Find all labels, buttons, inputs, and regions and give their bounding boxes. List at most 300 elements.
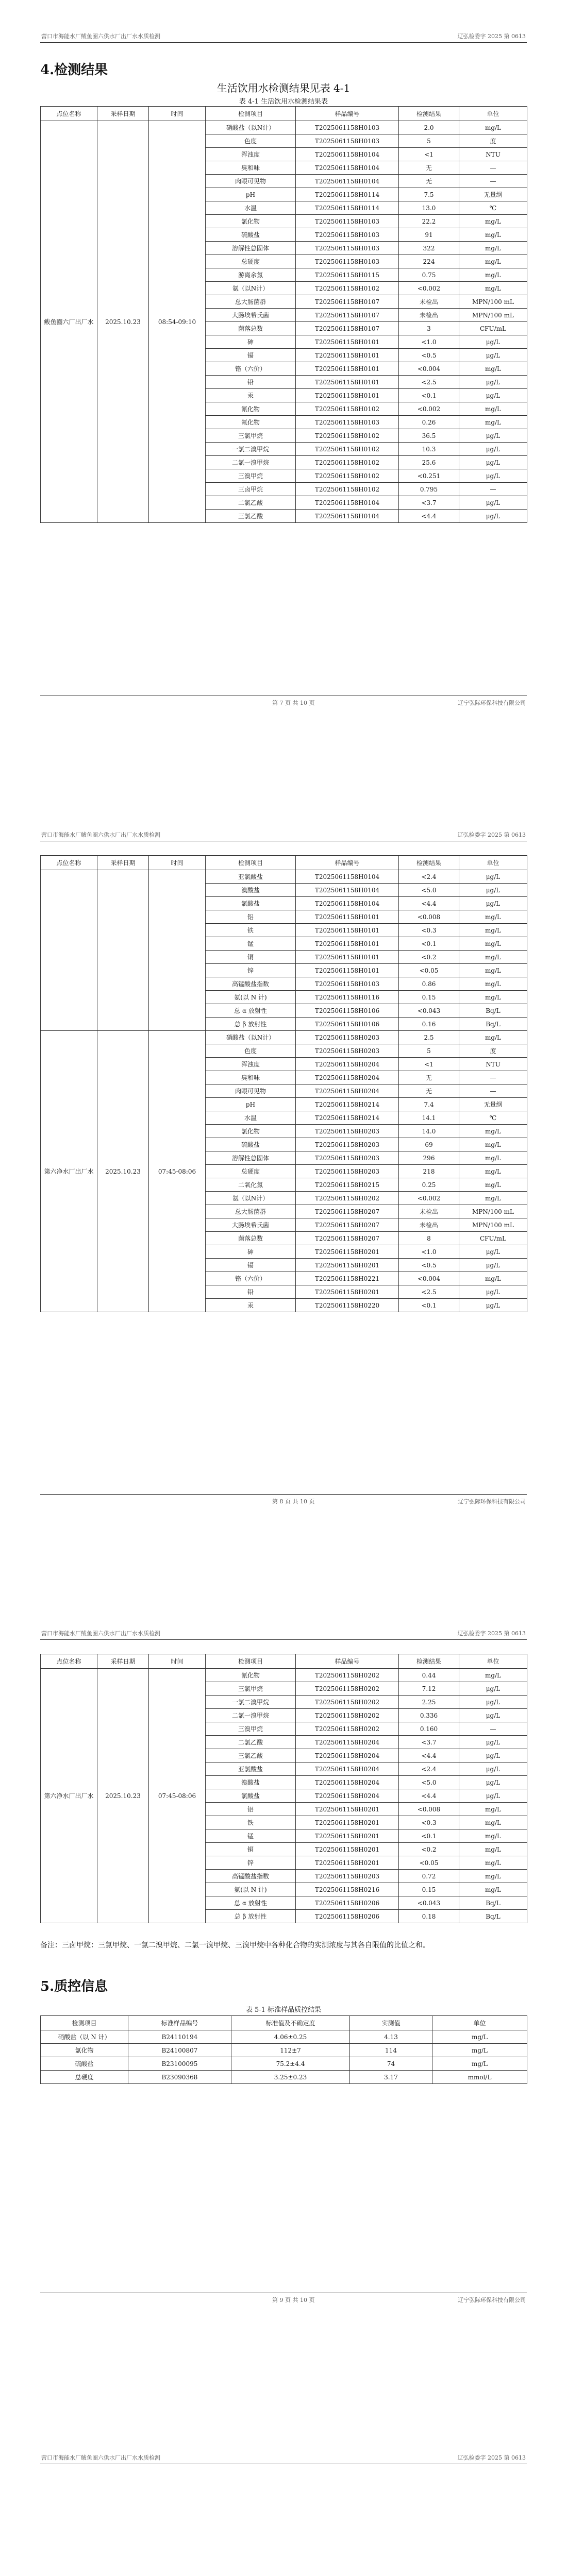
test-item: 氰化物 <box>206 1669 296 1682</box>
sample-id: T2025061158H0221 <box>296 1272 399 1285</box>
sample-id: T2025061158H0204 <box>296 1071 399 1084</box>
table-row <box>41 2030 527 2044</box>
test-item: 硝酸盐（以 N 计） <box>41 2030 128 2044</box>
sample-id: T2025061158H0202 <box>296 1696 399 1709</box>
remark-note: 备注：三卤甲烷：三氯甲烷、一氯二溴甲烷、二氯一溴甲烷、三溴甲烷中各种化合物的实测浓度与其各自限值的比值之和。 <box>40 1941 430 1950</box>
sample-id: T2025061158H0106 <box>296 1004 399 1018</box>
test-result: <4.4 <box>399 1789 459 1803</box>
table-header-row <box>41 1654 527 1669</box>
unit: mg/L <box>432 2057 527 2071</box>
test-result: 2.5 <box>399 1031 459 1044</box>
unit: mg/L <box>459 1165 527 1178</box>
test-item: pH <box>206 1098 296 1111</box>
unit: Bq/L <box>459 1018 527 1031</box>
column-header: 样品编号 <box>296 856 399 870</box>
test-item: 三氯乙酸 <box>206 1749 296 1762</box>
unit: μg/L <box>459 335 527 349</box>
test-item: 镉 <box>206 349 296 362</box>
unit: μg/L <box>459 1709 527 1722</box>
sampling-time: 07:45-08:06 <box>149 1669 206 1923</box>
standard-sample-id: B23100095 <box>128 2057 231 2071</box>
test-item: 肉眼可见物 <box>206 175 296 188</box>
test-result: <1 <box>399 1058 459 1071</box>
test-result: 0.18 <box>399 1910 459 1923</box>
footer-page-number: 第 9 页 共 10 页 <box>272 2297 315 2303</box>
standard-sample-id: B23090368 <box>128 2071 231 2084</box>
header-left: 营口市海能水厂鲅鱼圈六供水厂出厂水水质检测 <box>41 832 160 838</box>
unit: μg/L <box>459 510 527 523</box>
test-result: 224 <box>399 255 459 268</box>
sample-id: T2025061158H0201 <box>296 1285 399 1299</box>
sample-id: T2025061158H0202 <box>296 1682 399 1696</box>
test-item: 氯化物 <box>206 215 296 228</box>
unit: 度 <box>459 1044 527 1058</box>
results-table <box>40 1654 527 1923</box>
test-result: 69 <box>399 1138 459 1151</box>
unit: μg/L <box>459 1299 527 1312</box>
test-result: <0.008 <box>399 1803 459 1816</box>
test-item: 铜 <box>206 951 296 964</box>
test-item: 色度 <box>206 134 296 148</box>
column-header: 点位名称 <box>41 107 97 121</box>
unit: μg/L <box>459 376 527 389</box>
unit: μg/L <box>459 456 527 469</box>
test-item: 三溴甲烷 <box>206 469 296 483</box>
unit: mg/L <box>459 1870 527 1883</box>
unit: ℃ <box>459 1111 527 1125</box>
test-item: 铝 <box>206 1803 296 1816</box>
test-result: 无 <box>399 175 459 188</box>
unit: mg/L <box>459 1816 527 1829</box>
test-result: <0.3 <box>399 1816 459 1829</box>
sample-id: T2025061158H0116 <box>296 991 399 1004</box>
sample-id: T2025061158H0103 <box>296 134 399 148</box>
footer-org: 辽宁弘际环保科技有限公司 <box>458 1498 526 1505</box>
header-left: 营口市海能水厂鲅鱼圈六供水厂出厂水水质检测 <box>41 2454 160 2461</box>
unit: mg/L <box>459 991 527 1004</box>
report-page-8 <box>0 799 567 1546</box>
unit: mg/L <box>459 1883 527 1896</box>
test-result: <0.004 <box>399 362 459 376</box>
test-item: pH <box>206 188 296 201</box>
sample-id: T2025061158H0107 <box>296 309 399 322</box>
test-item: 铬（六价） <box>206 1272 296 1285</box>
test-result: <2.4 <box>399 1762 459 1776</box>
test-item: 硝酸盐（以N计） <box>206 121 296 134</box>
test-item: 一氯二溴甲烷 <box>206 1696 296 1709</box>
test-item: 总 α 放射性 <box>206 1004 296 1018</box>
sample-id: T2025061158H0204 <box>296 1789 399 1803</box>
unit: μg/L <box>459 870 527 884</box>
sample-id: T2025061158H0104 <box>296 897 399 910</box>
test-item: 三氯甲烷 <box>206 1682 296 1696</box>
test-item: 铝 <box>206 910 296 924</box>
unit: 无量纲 <box>459 188 527 201</box>
test-item: 二氯一溴甲烷 <box>206 1709 296 1722</box>
test-result: <0.251 <box>399 469 459 483</box>
test-result: <2.5 <box>399 1285 459 1299</box>
test-result: <1.0 <box>399 1245 459 1259</box>
test-result: <0.043 <box>399 1896 459 1910</box>
test-result: 0.72 <box>399 1870 459 1883</box>
sample-id: T2025061158H0204 <box>296 1736 399 1749</box>
column-header: 时间 <box>149 856 206 870</box>
test-item: 氯化物 <box>206 1125 296 1138</box>
unit: μg/L <box>459 443 527 456</box>
test-result: <0.043 <box>399 1004 459 1018</box>
test-item: 总硬度 <box>206 255 296 268</box>
test-result: 无 <box>399 161 459 175</box>
sample-id: T2025061158H0104 <box>296 161 399 175</box>
test-item: 三氯甲烷 <box>206 429 296 443</box>
sample-id: T2025061158H0204 <box>296 1084 399 1098</box>
unit: μg/L <box>459 1696 527 1709</box>
section-4-title: 4.检测结果 <box>40 62 108 78</box>
sample-id: T2025061158H0102 <box>296 483 399 496</box>
unit: mg/L <box>459 402 527 416</box>
header-left: 营口市海能水厂鲅鱼圈六供水厂出厂水水质检测 <box>41 1630 160 1637</box>
standard-value: 3.25±0.23 <box>231 2071 350 2084</box>
unit: μg/L <box>459 469 527 483</box>
test-result: 218 <box>399 1165 459 1178</box>
sample-id: T2025061158H0102 <box>296 429 399 443</box>
unit: mg/L <box>459 1843 527 1856</box>
test-item: 高锰酸盐指数 <box>206 977 296 991</box>
unit: μg/L <box>459 1736 527 1749</box>
unit: Bq/L <box>459 1004 527 1018</box>
sample-id: T2025061158H0114 <box>296 188 399 201</box>
unit: mg/L <box>459 937 527 951</box>
test-item: 汞 <box>206 389 296 402</box>
test-result: 10.3 <box>399 443 459 456</box>
unit: mg/L <box>459 910 527 924</box>
column-header: 检测项目 <box>206 856 296 870</box>
section-5-title: 5.质控信息 <box>40 1979 108 1994</box>
unit: μg/L <box>459 389 527 402</box>
test-item: 水温 <box>206 1111 296 1125</box>
unit: mg/L <box>432 2044 527 2057</box>
test-result: 3 <box>399 322 459 335</box>
test-item: 菌落总数 <box>206 322 296 335</box>
sample-id: T2025061158H0103 <box>296 121 399 134</box>
unit: mg/L <box>459 255 527 268</box>
test-result: <0.1 <box>399 389 459 402</box>
test-item: 总硬度 <box>206 1165 296 1178</box>
test-item: 锌 <box>206 964 296 977</box>
unit: mg/L <box>459 1151 527 1165</box>
test-result: <0.5 <box>399 1259 459 1272</box>
test-item: 三卤甲烷 <box>206 483 296 496</box>
test-result: 0.26 <box>399 416 459 429</box>
column-header: 检测结果 <box>399 856 459 870</box>
unit: MPN/100 mL <box>459 1205 527 1218</box>
unit: mg/L <box>459 242 527 255</box>
results-table <box>40 106 527 523</box>
unit: μg/L <box>459 429 527 443</box>
test-result: <3.7 <box>399 496 459 510</box>
test-item: 氯化物 <box>41 2044 128 2057</box>
column-header: 点位名称 <box>41 856 97 870</box>
sampling-date: 2025.10.23 <box>97 1669 149 1923</box>
report-page-9 <box>0 1597 567 2344</box>
unit: 度 <box>459 134 527 148</box>
test-result: <2.4 <box>399 870 459 884</box>
test-item: 氯酸盐 <box>206 1789 296 1803</box>
column-header: 实测值 <box>350 2016 432 2030</box>
sample-id: T2025061158H0107 <box>296 295 399 309</box>
column-header: 标准值及不确定度 <box>231 2016 350 2030</box>
test-item: 溴酸盐 <box>206 1776 296 1789</box>
test-result: <4.4 <box>399 897 459 910</box>
test-item: 大肠埃希氏菌 <box>206 309 296 322</box>
unit: mg/L <box>459 1856 527 1870</box>
sample-id: T2025061158H0101 <box>296 335 399 349</box>
test-item: 总 α 放射性 <box>206 1896 296 1910</box>
measured-value: 74 <box>350 2057 432 2071</box>
test-item: 菌落总数 <box>206 1232 296 1245</box>
unit: mg/L <box>459 228 527 242</box>
test-item: 二氯一溴甲烷 <box>206 456 296 469</box>
sample-id: T2025061158H0203 <box>296 1138 399 1151</box>
unit: — <box>459 1071 527 1084</box>
unit: μg/L <box>459 1749 527 1762</box>
test-item: 锌 <box>206 1856 296 1870</box>
standard-sample-id: B24110194 <box>128 2030 231 2044</box>
unit: μg/L <box>459 884 527 897</box>
test-result: <0.004 <box>399 1272 459 1285</box>
sample-id: T2025061158H0206 <box>296 1910 399 1923</box>
unit: — <box>459 1084 527 1098</box>
test-result: 0.75 <box>399 268 459 282</box>
column-header: 采样日期 <box>97 107 149 121</box>
sample-id: T2025061158H0204 <box>296 1058 399 1071</box>
test-result: 91 <box>399 228 459 242</box>
test-item: 三氯乙酸 <box>206 510 296 523</box>
unit: mg/L <box>459 215 527 228</box>
test-result: 322 <box>399 242 459 255</box>
table-header-row <box>41 2016 527 2030</box>
test-result: 7.4 <box>399 1098 459 1111</box>
unit: — <box>459 483 527 496</box>
test-item: 总大肠菌群 <box>206 295 296 309</box>
test-item: 镉 <box>206 1259 296 1272</box>
test-result: 无 <box>399 1084 459 1098</box>
unit: μg/L <box>459 1762 527 1776</box>
unit: μg/L <box>459 496 527 510</box>
test-result: 未检出 <box>399 309 459 322</box>
sample-id: T2025061158H0201 <box>296 1829 399 1843</box>
footer-page-number: 第 8 页 共 10 页 <box>272 1498 315 1505</box>
test-result: <0.2 <box>399 1843 459 1856</box>
unit: mg/L <box>432 2030 527 2044</box>
sample-id: T2025061158H0107 <box>296 322 399 335</box>
test-item: 一氯二溴甲烷 <box>206 443 296 456</box>
unit: mg/L <box>459 1125 527 1138</box>
sample-id: T2025061158H0104 <box>296 510 399 523</box>
test-item: 二氯乙酸 <box>206 1736 296 1749</box>
test-result: 7.5 <box>399 188 459 201</box>
test-item: 氯酸盐 <box>206 897 296 910</box>
test-result: 0.16 <box>399 1018 459 1031</box>
sample-id: T2025061158H0220 <box>296 1299 399 1312</box>
test-result: 22.2 <box>399 215 459 228</box>
test-result: <0.1 <box>399 937 459 951</box>
sampling-time: 08:54-09:10 <box>149 121 206 523</box>
page-header <box>40 831 527 841</box>
unit: MPN/100 mL <box>459 295 527 309</box>
column-header: 单位 <box>432 2016 527 2030</box>
column-header: 时间 <box>149 1654 206 1669</box>
sample-id: T2025061158H0103 <box>296 977 399 991</box>
test-result: 14.1 <box>399 1111 459 1125</box>
results-table <box>40 855 527 1312</box>
test-item: 铅 <box>206 1285 296 1299</box>
sample-id: T2025061158H0115 <box>296 268 399 282</box>
standard-sample-id: B24100807 <box>128 2044 231 2057</box>
table-row <box>41 2071 527 2084</box>
test-item: 氨(以 N 计) <box>206 991 296 1004</box>
test-item: 二氧化氯 <box>206 1178 296 1192</box>
sample-id: T2025061158H0203 <box>296 1165 399 1178</box>
unit: mg/L <box>459 282 527 295</box>
test-result: 未检出 <box>399 295 459 309</box>
unit: mg/L <box>459 1138 527 1151</box>
sampling-site: 第六净水厂出厂水 <box>41 1669 97 1923</box>
footer-org: 辽宁弘际环保科技有限公司 <box>458 700 526 706</box>
unit: μg/L <box>459 349 527 362</box>
test-item: 浑浊度 <box>206 148 296 161</box>
measured-value: 114 <box>350 2044 432 2057</box>
test-item: 臭和味 <box>206 1071 296 1084</box>
test-result: 296 <box>399 1151 459 1165</box>
sample-id: T2025061158H0101 <box>296 349 399 362</box>
test-item: 大肠埃希氏菌 <box>206 1218 296 1232</box>
sample-id: T2025061158H0203 <box>296 1151 399 1165</box>
sample-id: T2025061158H0201 <box>296 1843 399 1856</box>
test-result: <0.2 <box>399 951 459 964</box>
test-result: <0.002 <box>399 402 459 416</box>
sample-id: T2025061158H0101 <box>296 951 399 964</box>
test-result: <0.002 <box>399 1192 459 1205</box>
sample-id: T2025061158H0101 <box>296 389 399 402</box>
sample-id: T2025061158H0206 <box>296 1896 399 1910</box>
sample-id: T2025061158H0201 <box>296 1245 399 1259</box>
test-item: 亚氯酸盐 <box>206 1762 296 1776</box>
test-result: 无 <box>399 1071 459 1084</box>
test-result: 0.15 <box>399 991 459 1004</box>
sample-id: T2025061158H0214 <box>296 1111 399 1125</box>
sample-id: T2025061158H0203 <box>296 1031 399 1044</box>
unit: mg/L <box>459 268 527 282</box>
test-item: 臭和味 <box>206 161 296 175</box>
unit: μg/L <box>459 1682 527 1696</box>
table-row <box>41 1031 527 1044</box>
test-item: 铁 <box>206 924 296 937</box>
test-result: <0.1 <box>399 1299 459 1312</box>
unit: MPN/100 mL <box>459 309 527 322</box>
test-item: 高锰酸盐指数 <box>206 1870 296 1883</box>
test-item: 总硬度 <box>41 2071 128 2084</box>
page-footer <box>40 1494 527 1505</box>
test-result: 0.795 <box>399 483 459 496</box>
test-item: 溴酸盐 <box>206 884 296 897</box>
column-header: 单位 <box>459 107 527 121</box>
test-item: 溶解性总固体 <box>206 242 296 255</box>
test-result: 2.0 <box>399 121 459 134</box>
test-result: 未检出 <box>399 1218 459 1232</box>
sample-id: T2025061158H0114 <box>296 201 399 215</box>
measured-value: 3.17 <box>350 2071 432 2084</box>
test-item: 氰化物 <box>206 402 296 416</box>
report-page-7 <box>0 0 567 747</box>
report-page-10 <box>0 2421 567 2576</box>
test-item: 氨(以 N 计) <box>206 1883 296 1896</box>
test-result: <1.0 <box>399 335 459 349</box>
test-item: 氨（以N计） <box>206 1192 296 1205</box>
test-result: <2.5 <box>399 376 459 389</box>
test-item: 砷 <box>206 335 296 349</box>
unit: — <box>459 161 527 175</box>
sample-id: T2025061158H0103 <box>296 242 399 255</box>
sampling-date <box>97 870 149 1031</box>
test-item: 二氯乙酸 <box>206 496 296 510</box>
column-header: 时间 <box>149 107 206 121</box>
table-4-1-caption: 表 4-1 生活饮用水检测结果表 <box>239 98 328 106</box>
sample-id: T2025061158H0101 <box>296 376 399 389</box>
unit: NTU <box>459 1058 527 1071</box>
unit: CFU/mL <box>459 322 527 335</box>
unit: 无量纲 <box>459 1098 527 1111</box>
unit: — <box>459 175 527 188</box>
test-result: 7.12 <box>399 1682 459 1696</box>
column-header: 采样日期 <box>97 856 149 870</box>
test-item: 浑浊度 <box>206 1058 296 1071</box>
unit: mg/L <box>459 951 527 964</box>
test-item: 游离余氯 <box>206 268 296 282</box>
column-header: 检测结果 <box>399 1654 459 1669</box>
sample-id: T2025061158H0203 <box>296 1870 399 1883</box>
sample-id: T2025061158H0102 <box>296 443 399 456</box>
test-item: 总 β 放射性 <box>206 1018 296 1031</box>
column-header: 样品编号 <box>296 1654 399 1669</box>
unit: ℃ <box>459 201 527 215</box>
sample-id: T2025061158H0104 <box>296 884 399 897</box>
test-result: <0.008 <box>399 910 459 924</box>
sample-id: T2025061158H0207 <box>296 1232 399 1245</box>
unit: mg/L <box>459 977 527 991</box>
page-footer <box>40 2293 527 2303</box>
test-result: 0.86 <box>399 977 459 991</box>
standard-value: 75.2±4.4 <box>231 2057 350 2071</box>
sample-id: T2025061158H0214 <box>296 1098 399 1111</box>
sample-id: T2025061158H0216 <box>296 1883 399 1896</box>
test-result: 5 <box>399 1044 459 1058</box>
sampling-site <box>41 870 97 1031</box>
unit: Bq/L <box>459 1910 527 1923</box>
column-header: 单位 <box>459 1654 527 1669</box>
page-footer <box>40 696 527 706</box>
unit: mg/L <box>459 1272 527 1285</box>
sample-id: T2025061158H0202 <box>296 1192 399 1205</box>
sample-id: T2025061158H0104 <box>296 870 399 884</box>
page-header <box>40 32 527 43</box>
sample-id: T2025061158H0103 <box>296 416 399 429</box>
page-header <box>40 1629 527 1640</box>
test-item: 溶解性总固体 <box>206 1151 296 1165</box>
test-item: 总大肠菌群 <box>206 1205 296 1218</box>
sample-id: T2025061158H0101 <box>296 924 399 937</box>
sample-id: T2025061158H0203 <box>296 1044 399 1058</box>
